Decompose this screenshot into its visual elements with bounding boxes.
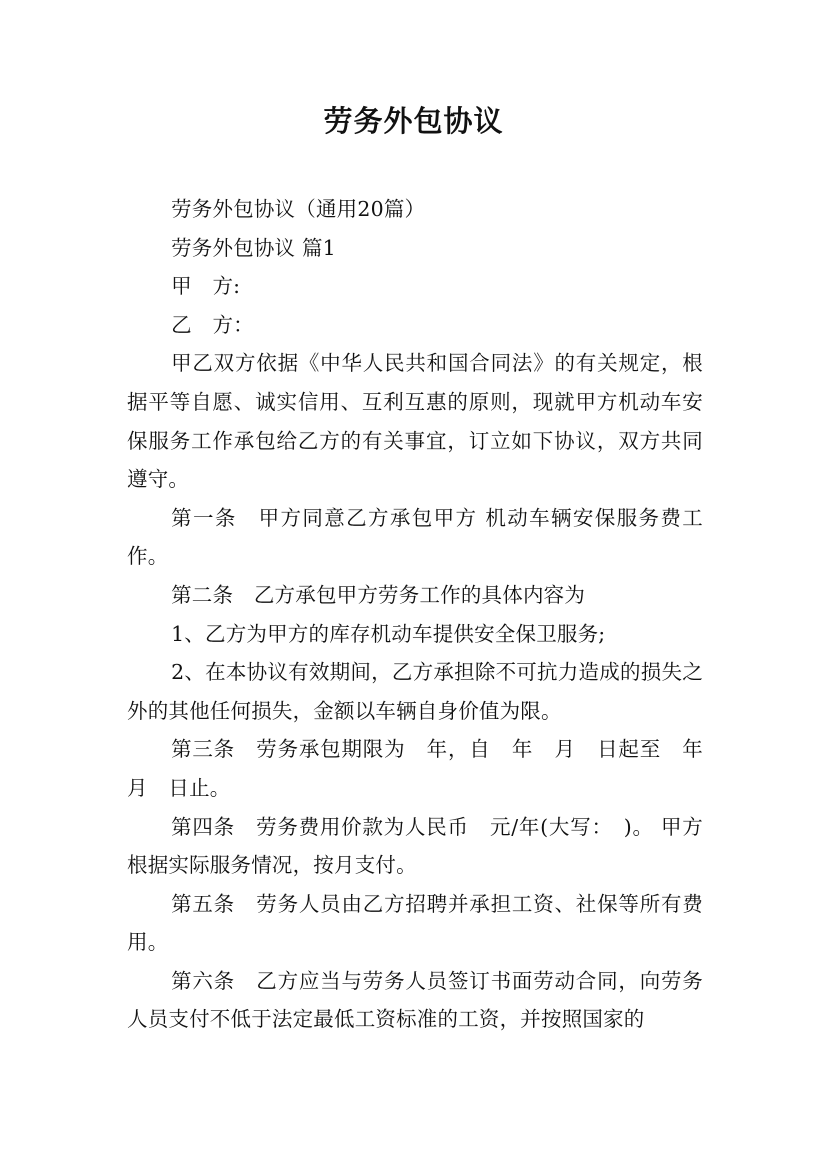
document-title: 劳务外包协议 bbox=[323, 104, 504, 138]
paragraph-article-5: 第五条 劳务人员由乙方招聘并承担工资、社保等所有费用。 bbox=[127, 891, 703, 955]
paragraph-article-4: 第四条 劳务费用价款为人民币 元/年(大写： )。 甲方根据实际服务情况，按月支付。 bbox=[127, 814, 703, 878]
paragraph-party-a: 甲 方: bbox=[171, 274, 241, 299]
paragraph-subtitle: 劳务外包协议（通用20篇） bbox=[171, 197, 426, 221]
paragraph-article-2: 第二条 乙方承包甲方劳务工作的具体内容为 bbox=[171, 582, 586, 607]
paragraph-item-2: 2、在本协议有效期间，乙方承担除不可抗力造成的损失之外的其他任何损失，金额以车辆自身价值为限。 bbox=[127, 660, 703, 723]
paragraph-item-1: 1、乙方为甲方的库存机动车提供安全保卫服务; bbox=[171, 621, 606, 646]
paragraph-article-1: 第一条 甲方同意乙方承包甲方 机动车辆安保服务费工作。 bbox=[127, 505, 703, 569]
paragraph-party-b: 乙 方： bbox=[171, 312, 254, 337]
paragraph-article-6: 第六条 乙方应当与劳务人员签订书面劳动合同，向劳务人员支付不低于法定最低工资标准的工资，并按照国家的 bbox=[127, 968, 703, 1032]
document-body bbox=[127, 190, 724, 1039]
paragraph-section-heading: 劳务外包协议 篇1 bbox=[171, 235, 336, 260]
paragraph-preamble: 甲乙双方依据《中华人民共和国合同法》的有关规定，根据平等自愿、诚实信用、互利互惠的原则，现就甲方机动车安保服务工作承包给乙方的有关事宜，订立如下协议，双方共同遵守。 bbox=[127, 351, 703, 492]
paragraph-article-3: 第三条 劳务承包期限为 年，自 年 月 日起至 年 月 日止。 bbox=[127, 737, 724, 800]
